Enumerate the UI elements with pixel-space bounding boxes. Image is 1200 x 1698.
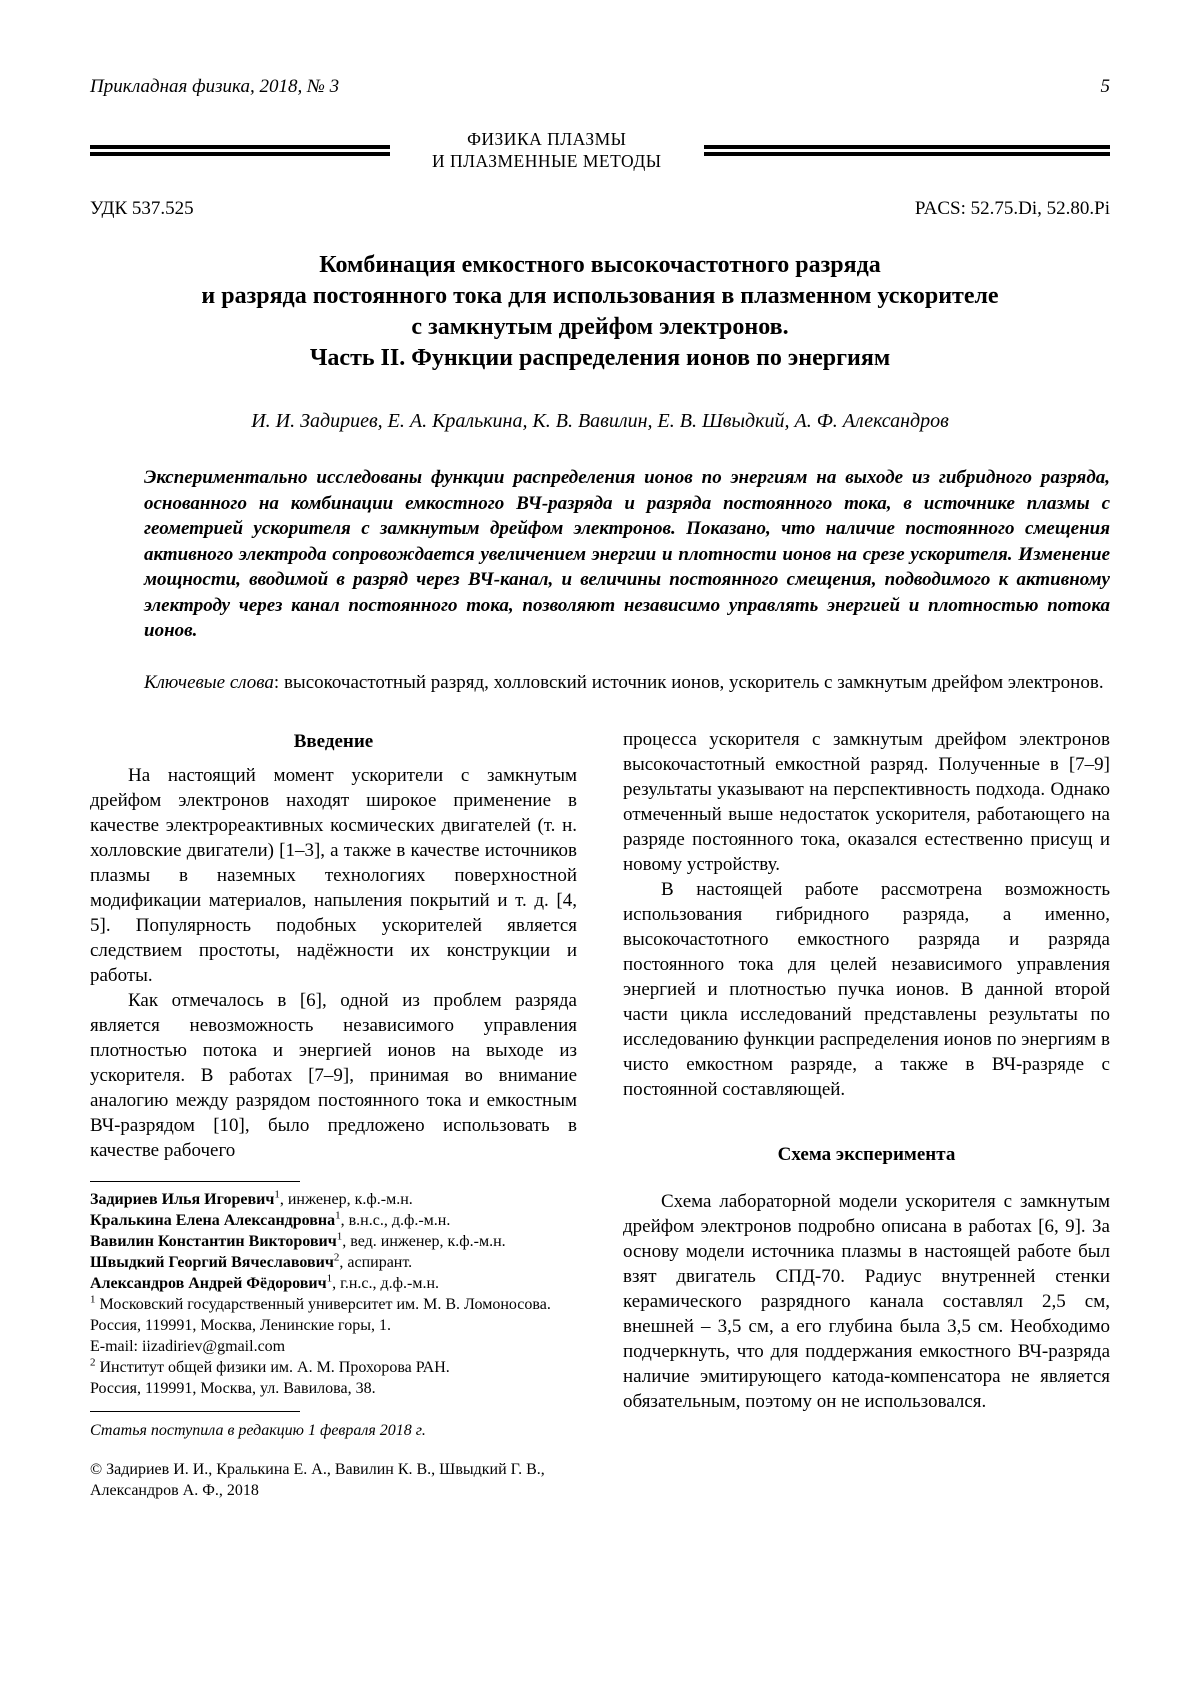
udk-code: УДК 537.525	[90, 198, 194, 219]
footnote-author-line	[90, 1189, 577, 1210]
footnote-author-info: , вед. инженер, к.ф.-м.н.	[342, 1233, 506, 1250]
footnote-affiliation-line	[90, 1336, 577, 1357]
footnote-author-sup: 1	[326, 1272, 333, 1285]
footnote-author-name: Вавилин Константин Викторович	[90, 1233, 337, 1250]
affiliation-text: Россия, 119991, Москва, Ленинские горы, 1.	[90, 1317, 391, 1334]
pacs-code: PACS: 52.75.Di, 52.80.Pi	[914, 198, 1110, 219]
footnote-author-line	[90, 1210, 577, 1231]
intro-heading: Введение	[293, 731, 374, 752]
article-title-line4: Часть II. Функции распределения ионов по энергиям	[309, 345, 891, 371]
intro-paragraph-1: На настоящий момент ускорители с замкнутым дрейфом электронов находят широкое применение в качестве электрореактивных космических двигателей (т. н. холловские двигатели) [1–3], а также в качестве источников плазмы в наземных технологиях поверхностной модификации материалов, напыления покрытий и т. д. [4, 5]. Популярность подобных ускорителей является следствием простоты, надёжности их конструкции и работы.	[90, 765, 577, 986]
left-column	[90, 727, 577, 1501]
footnote-affiliation-line	[90, 1294, 577, 1315]
section-title-line1: ФИЗИКА ПЛАЗМЫ	[467, 129, 627, 149]
abstract: Экспериментально исследованы функции распределения ионов по энергиям на выходе из гибридного разряда, основанного на комбинации емкостного ВЧ-разряда и разряда постоянного тока, в источнике плазмы с геометрией ускорителя с замкнутым дрейфом электронов. Показано, что наличие постоянного смещения активного электрода сопровождается увеличением энергии и плотности ионов на срезе ускорителя. Изменение мощности, вводимой в разряд через ВЧ-канал, и величины постоянного смещения, подводимого к активному электроду через канал постоянного тока, позволяют независимо управлять энергией и плотностью потока ионов.	[144, 467, 1110, 641]
footnote-author-info: , г.н.с., д.ф.-м.н.	[332, 1275, 440, 1292]
article-title	[90, 250, 1110, 374]
classification-row	[90, 198, 1110, 220]
footnote-author-name: Швыдкий Георгий Вячеславович	[90, 1254, 334, 1271]
article-title-line1: Комбинация емкостного высокочастотного разряда	[319, 252, 881, 278]
footnote-separator	[90, 1181, 300, 1182]
footnote-author-line	[90, 1231, 577, 1252]
footnote-author-name: Кралькина Елена Александровна	[90, 1212, 336, 1229]
body-paragraph-continuation: процесса ускорителя с замкнутым дрейфом электронов высокочастотный емкостной разряд. Полученные в [7–9] результаты указывают на перспективность подхода. Однако отмеченный выше недостаток ускорителя, работающего на разряде постоянного тока, оказался естественно присущ и новому устройству.	[623, 729, 1110, 875]
footnote-author-name: Александров Андрей Фёдорович	[90, 1275, 327, 1292]
journal-title: Прикладная физика, 2018, № 3	[90, 76, 340, 97]
article-title-line2: и разряда постоянного тока для использования в плазменном ускорителе	[201, 283, 999, 309]
body-paragraph: В настоящей работе рассмотрена возможность использования гибридного разряда, а именно, высокочастотного емкостного разряда и разряда постоянного тока для целей независимого управления энергией и плотностью пучка ионов. В данной второй части цикла исследований представлены результаты по исследованию функции распределения ионов по энергиям в чисто емкостном разряде, а также в ВЧ-разряде с постоянной составляющей.	[623, 879, 1110, 1100]
footnote-author-info: , в.н.с., д.ф.-м.н.	[340, 1212, 451, 1229]
scheme-paragraph: Схема лабораторной модели ускорителя с замкнутым дрейфом электронов подробно описана в работах [6, 9]. За основу модели источника плазмы в настоящей работе был взят двигатель СПД-70. Радиус внутренней стенки керамического разрядного канала составлял 2,5 см, внешней – 3,5 см, а его глубина была 3,5 см. Необходимо подчеркнуть, что для поддержания емкостного ВЧ-разряда наличие эмитирующего катода-компенсатора не является обязательным, поэтому он не использовался.	[623, 1191, 1110, 1412]
page-number: 5	[1100, 76, 1110, 97]
scheme-heading: Схема эксперимента	[777, 1144, 956, 1165]
footnote-author-sup: 1	[274, 1188, 280, 1201]
affiliation-sup: 1	[90, 1293, 96, 1306]
footnote-author-info: , инженер, к.ф.-м.н.	[279, 1191, 413, 1208]
keywords-label: Ключевые слова	[144, 671, 274, 693]
section-banner	[90, 128, 1110, 172]
double-rule-right	[704, 145, 1110, 156]
received-separator	[90, 1411, 300, 1412]
authors-line: И. И. Задириев, Е. А. Кралькина, К. В. Вавилин, Е. В. Швыдкий, А. Ф. Александров	[251, 410, 949, 432]
footnote-affiliation-line	[90, 1357, 577, 1378]
right-column	[623, 727, 1110, 1501]
footnote-author-line	[90, 1252, 577, 1273]
footnote-author-name: Задириев Илья Игоревич	[90, 1191, 275, 1208]
running-head	[90, 76, 1110, 98]
footnote-author-sup: 1	[336, 1230, 343, 1243]
keywords	[90, 670, 1110, 696]
received-date-line: Статья поступила в редакцию 1 февраля 2018 г.	[90, 1422, 426, 1439]
affiliation-email: E-mail: iizadiriev@gmail.com	[90, 1338, 286, 1355]
footnote-author-line	[90, 1273, 577, 1294]
footnote-author-sup: 2	[333, 1251, 340, 1264]
affiliation-sup: 2	[90, 1356, 96, 1369]
article-title-line3: с замкнутым дрейфом электронов.	[411, 314, 789, 340]
section-title-line2: И ПЛАЗМЕННЫЕ МЕТОДЫ	[432, 151, 662, 171]
footnote-affiliation-line	[90, 1315, 577, 1336]
intro-paragraph-2: Как отмечалось в [6], одной из проблем разряда является невозможность независимого управления плотностью потока и энергией ионов на выходе из ускорителя. В работах [7–9], принимая во внимание аналогию между разрядом постоянного тока и емкостным ВЧ-разрядом [10], было предложено использовать в качестве рабочего	[90, 990, 577, 1161]
copyright-line: © Задириев И. И., Кралькина Е. А., Вавилин К. В., Швыдкий Г. В., Александров А. Ф., 2018	[90, 1461, 545, 1499]
section-title	[432, 128, 662, 172]
affiliation-text: Россия, 119991, Москва, ул. Вавилова, 38.	[90, 1380, 376, 1397]
footnote-author-sup: 1	[335, 1209, 341, 1222]
body-columns	[90, 727, 1110, 1501]
footnote-author-info: , аспирант.	[339, 1254, 413, 1271]
affiliation-text: Институт общей физики им. А. М. Прохорова РАН.	[95, 1359, 450, 1376]
footnote-affiliation-line	[90, 1378, 577, 1399]
keywords-text: : высокочастотный разряд, холловский источник ионов, ускоритель с замкнутым дрейфом электронов.	[273, 671, 1104, 693]
affiliation-text: Московский государственный университет им. М. В. Ломоносова.	[95, 1296, 551, 1313]
double-rule-left	[90, 145, 390, 156]
footnote-block	[90, 1163, 577, 1501]
